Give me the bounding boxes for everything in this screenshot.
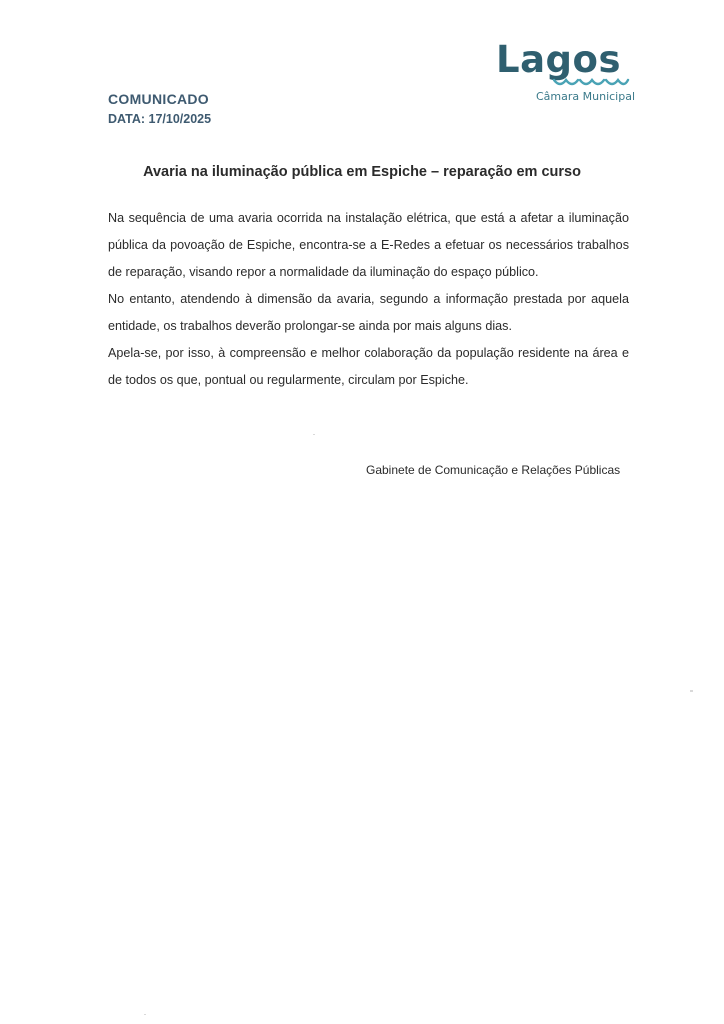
paragraph: Apela-se, por isso, à compreensão e melhor colaboração da população residente na área e de todos os que, pontual ou regularmente, circulam por Espiche. (108, 346, 629, 387)
document-date: DATA: 17/10/2025 (108, 112, 212, 126)
paragraph: No entanto, atendendo à dimensão da avaria, segundo a informação prestada por aquela entidade, os trabalhos deverão prolongar-se ainda por mais alguns dias. (108, 292, 629, 333)
scan-speck (690, 690, 693, 692)
scan-speck (313, 434, 315, 435)
document-header (108, 90, 211, 128)
waves-icon (552, 74, 630, 90)
scan-speck (144, 1014, 146, 1015)
logo-wordmark: Lagos (496, 38, 621, 81)
lagos-logo (494, 40, 634, 106)
document-label: COMUNICADO (108, 91, 209, 107)
document-title: Avaria na iluminação pública em Espiche – reparação em curso (143, 164, 581, 180)
document-body (108, 205, 629, 394)
logo-subtitle: Câmara Municipal (536, 90, 636, 103)
signature: Gabinete de Comunicação e Relações Públicas (366, 463, 621, 477)
paragraph: Na sequência de uma avaria ocorrida na instalação elétrica, que está a afetar a iluminação pública da povoação de Espiche, encontra-se a E-Redes a efetuar os necessários trabalhos de reparação, visando repor a normalidade da iluminação do espaço público. (108, 211, 629, 279)
